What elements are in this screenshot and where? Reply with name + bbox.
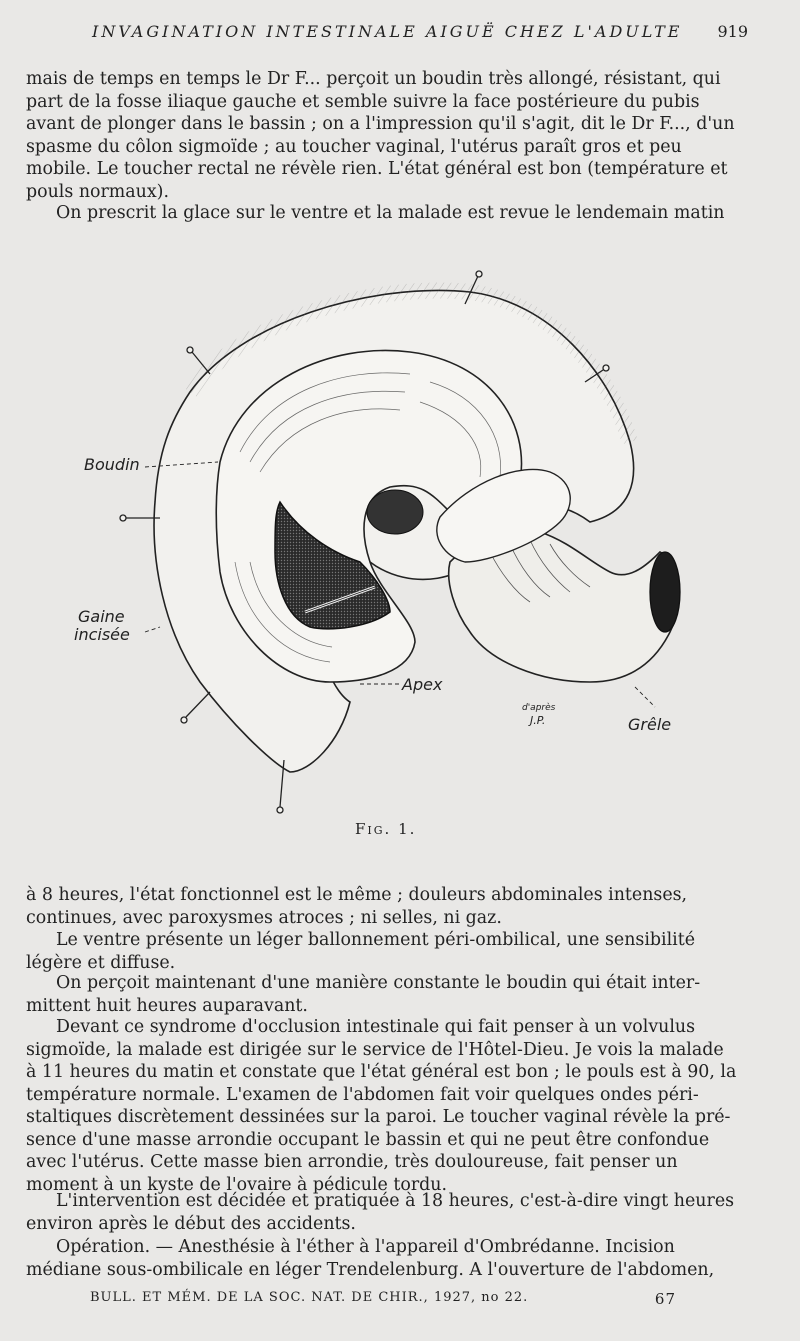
- label-incisee: incisée: [74, 625, 130, 644]
- text-line: moment à un kyste de l'ovaire à pédicule tordu.: [26, 1174, 448, 1195]
- text-line: mittent huit heures auparavant.: [26, 995, 308, 1016]
- text-line: mais de temps en temps le Dr F... perçoit un boudin très allongé, résistant, qui: [26, 69, 721, 89]
- text-line: à 11 heures du matin et constate que l'état général est bon ; le pouls est à 90, la: [26, 1062, 737, 1082]
- text-line: avec l'utérus. Cette masse bien arrondie, très douloureuse, fait penser un: [26, 1152, 678, 1172]
- text-line: part de la fosse iliaque gauche et semble suivre la face postérieure du pubis: [26, 91, 700, 112]
- sheet-number: 67: [654, 1290, 676, 1308]
- text-line: mobile. Le toucher rectal ne révèle rien. L'état général est bon (température et: [26, 159, 728, 179]
- text-line: avant de plonger dans le bassin ; on a l'impression qu'il s'agit, dit le Dr F..., d'un: [26, 114, 735, 134]
- text-line: Le ventre présente un léger ballonnement péri-ombilical, une sensibilité: [56, 930, 696, 950]
- text-line: continues, avec paroxysmes atroces ; ni selles, ni gaz.: [26, 907, 502, 928]
- paragraph-2: On prescrit la glace sur le ventre et la malade est revue le lendemain matin: [56, 203, 725, 223]
- paragraph-4: [26, 929, 744, 974]
- paragraph-8: [26, 1236, 744, 1281]
- text-line: staltiques discrètement dessinées sur la paroi. Le toucher vaginal révèle la pré-: [26, 1107, 731, 1127]
- apex-center: [367, 490, 423, 534]
- text-line: médiane sous-ombilicale en léger Trendelenburg. A l'ouverture de l'abdomen,: [26, 1259, 715, 1280]
- text-line: L'intervention est décidée et pratiquée à 18 heures, c'est-à-dire vingt heures: [56, 1191, 735, 1211]
- page-number: 919: [717, 22, 748, 41]
- text-line: Opération. — Anesthésie à l'éther à l'appareil d'Ombrédanne. Incision: [56, 1237, 675, 1257]
- paragraph-7: [26, 1190, 744, 1235]
- label-signature-bottom: J.P.: [530, 714, 546, 727]
- paragraph-1: [26, 68, 744, 203]
- text-line: sigmoïde, la malade est dirigée sur le service de l'Hôtel-Dieu. Je vois la malade: [26, 1039, 724, 1060]
- header-title: INVAGINATION INTESTINALE AIGUË CHEZ L'ADULTE: [92, 22, 683, 41]
- intussusception-figure: [70, 262, 710, 822]
- text-line: sence d'une masse arrondie occupant le bassin et qui ne peut être confondue: [26, 1129, 710, 1150]
- label-gaine: Gaine: [78, 607, 125, 626]
- text-line: pouls normaux).: [26, 181, 169, 202]
- text-line: Devant ce syndrome d'occlusion intestinale qui fait penser à un volvulus: [56, 1017, 696, 1037]
- paragraph-6: [26, 1016, 744, 1196]
- running-header: [88, 20, 748, 46]
- journal-reference: BULL. ET MÉM. DE LA SOC. NAT. DE CHIR., 1927, no 22.: [90, 1290, 529, 1305]
- label-apex: Apex: [402, 675, 443, 694]
- text-line: spasme du côlon sigmoïde ; au toucher vaginal, l'utérus paraît gros et peu: [26, 136, 682, 157]
- text-line: légère et diffuse.: [26, 952, 176, 973]
- figure-caption: Fig. 1.: [355, 820, 417, 838]
- text-line: On perçoit maintenant d'une manière constante le boudin qui était inter-: [56, 973, 701, 993]
- paragraph-5: [26, 972, 744, 1017]
- text-line: à 8 heures, l'état fonctionnel est le même ; douleurs abdominales intenses,: [26, 885, 688, 905]
- paragraph-3: [26, 884, 744, 929]
- label-boudin: Boudin: [84, 455, 140, 474]
- text-line: environ après le début des accidents.: [26, 1213, 356, 1234]
- text-line: température normale. L'examen de l'abdomen fait voir quelques ondes péri-: [26, 1084, 699, 1105]
- label-grele: Grêle: [628, 715, 672, 734]
- label-signature-top: d'après: [522, 703, 556, 713]
